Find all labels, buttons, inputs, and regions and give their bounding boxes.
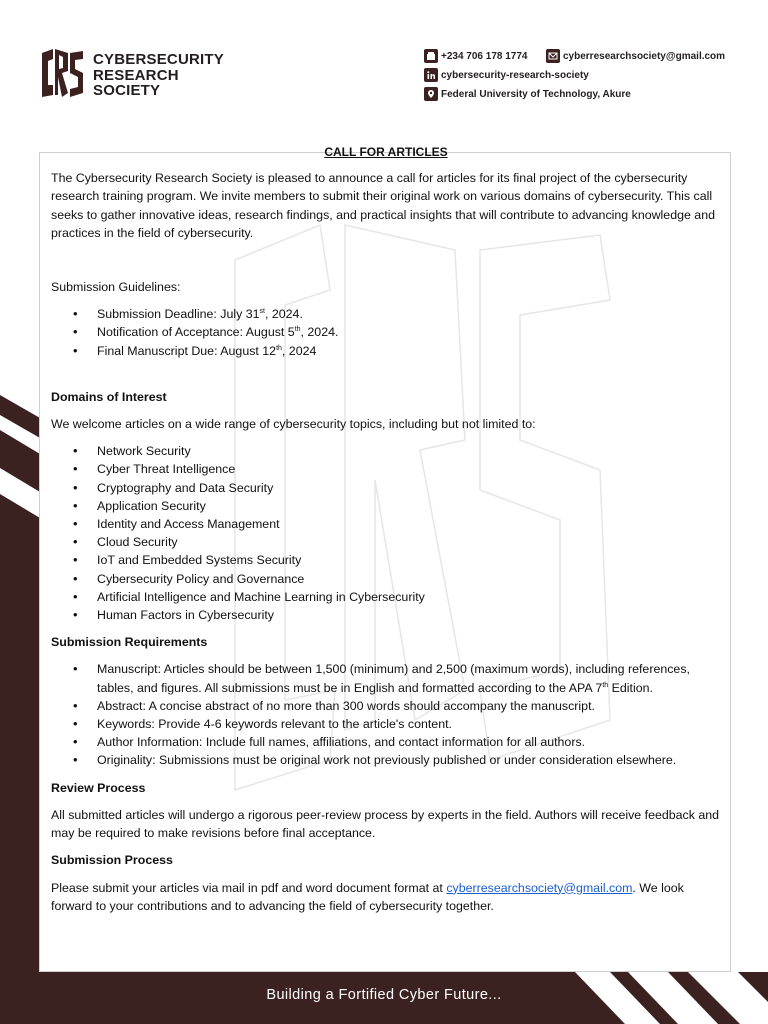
list-item: • Network Security xyxy=(51,442,721,460)
footer-tagline: Building a Fortified Cyber Future... xyxy=(266,987,502,1003)
crs-logo-icon xyxy=(40,47,84,99)
list-item: • Submission Deadline: July 31st, 2024. xyxy=(51,305,721,323)
linkedin-row xyxy=(424,68,589,82)
process-heading: Submission Process xyxy=(51,853,173,868)
document-body xyxy=(51,143,721,915)
linkedin-icon xyxy=(424,68,438,82)
domains-intro: We welcome articles on a wide range of cybersecurity topics, including but not limited to: xyxy=(51,417,536,432)
linkedin-handle[interactable]: cybersecurity-research-society xyxy=(441,69,589,81)
logo-line-3: SOCIETY xyxy=(93,82,161,99)
list-item: • Notification of Acceptance: August 5th, 2024. xyxy=(51,323,721,341)
society-name xyxy=(93,52,224,99)
list-item: • Final Manuscript Due: August 12th, 2024 xyxy=(51,342,721,360)
mail-icon xyxy=(546,49,560,63)
list-item: • Originality: Submissions must be original work not previously published or under consideration elsewhere. xyxy=(51,751,721,769)
phone-icon xyxy=(424,49,438,63)
list-item: • Cryptography and Data Security xyxy=(51,479,721,497)
submission-email-link[interactable]: cyberresearchsociety@gmail.com xyxy=(446,880,633,895)
list-item: • Abstract: A concise abstract of no more than 300 words should accompany the manuscript. xyxy=(51,697,721,715)
requirements-heading: Submission Requirements xyxy=(51,635,208,650)
domains-list xyxy=(51,442,721,624)
guidelines-list xyxy=(51,305,721,360)
list-item: • Cyber Threat Intelligence xyxy=(51,460,721,478)
list-item: • Keywords: Provide 4-6 keywords relevant to the article's content. xyxy=(51,715,721,733)
location-pin-icon xyxy=(424,87,438,101)
location-text: Federal University of Technology, Akure xyxy=(441,88,631,100)
document-title: CALL FOR ARTICLES xyxy=(324,145,448,159)
list-item: • Artificial Intelligence and Machine Learning in Cybersecurity xyxy=(51,588,721,606)
phone-number[interactable]: +234 706 178 1774 xyxy=(441,50,528,62)
list-item: • Identity and Access Management xyxy=(51,515,721,533)
list-item: • Application Security xyxy=(51,497,721,515)
review-heading: Review Process xyxy=(51,780,146,795)
list-item: • IoT and Embedded Systems Security xyxy=(51,551,721,569)
letterhead xyxy=(0,0,768,130)
list-item: • Author Information: Include full names, affiliations, and contact information for all authors. xyxy=(51,733,721,751)
domains-heading: Domains of Interest xyxy=(51,389,167,404)
logo-line-2: RESEARCH xyxy=(93,66,179,84)
list-item: • Cloud Security xyxy=(51,533,721,551)
list-item: • Cybersecurity Policy and Governance xyxy=(51,570,721,588)
location-row xyxy=(424,87,631,101)
guidelines-heading: Submission Guidelines: xyxy=(51,280,181,295)
header-email[interactable]: cyberresearchsociety@gmail.com xyxy=(563,50,726,62)
list-item: • Manuscript: Articles should be between 1,500 (minimum) and 2,500 (maximum words), including references, tables, and figures. All submissions must be in English and formatted according to the APA 7th Edition. xyxy=(51,660,721,696)
phone-row xyxy=(424,49,527,63)
review-paragraph: All submitted articles will undergo a rigorous peer-review process by experts in the field. Authors will receive feedback and may be required to make revisions before final acceptance. xyxy=(51,807,720,841)
email-row xyxy=(546,49,725,63)
logo-line-1: CYBERSECURITY xyxy=(93,51,224,68)
process-paragraph: Please submit your articles via mail in pdf and word document format at cyberresearchsociety@gmail.com. We look forward to your contributions and to advancing the field of cybersecurity together. xyxy=(51,880,684,913)
intro-paragraph: The Cybersecurity Research Society is pleased to announce a call for articles for its final project of the cybersecurity research training program. We invite members to submit their original work on various domains of cybersecurity. This call seeks to gather innovative ideas, research findings, and practical insights that will contribute to advancing knowledge and practices in the field of cybersecurity. xyxy=(51,171,715,240)
list-item: • Human Factors in Cybersecurity xyxy=(51,606,721,624)
requirements-list xyxy=(51,660,721,769)
